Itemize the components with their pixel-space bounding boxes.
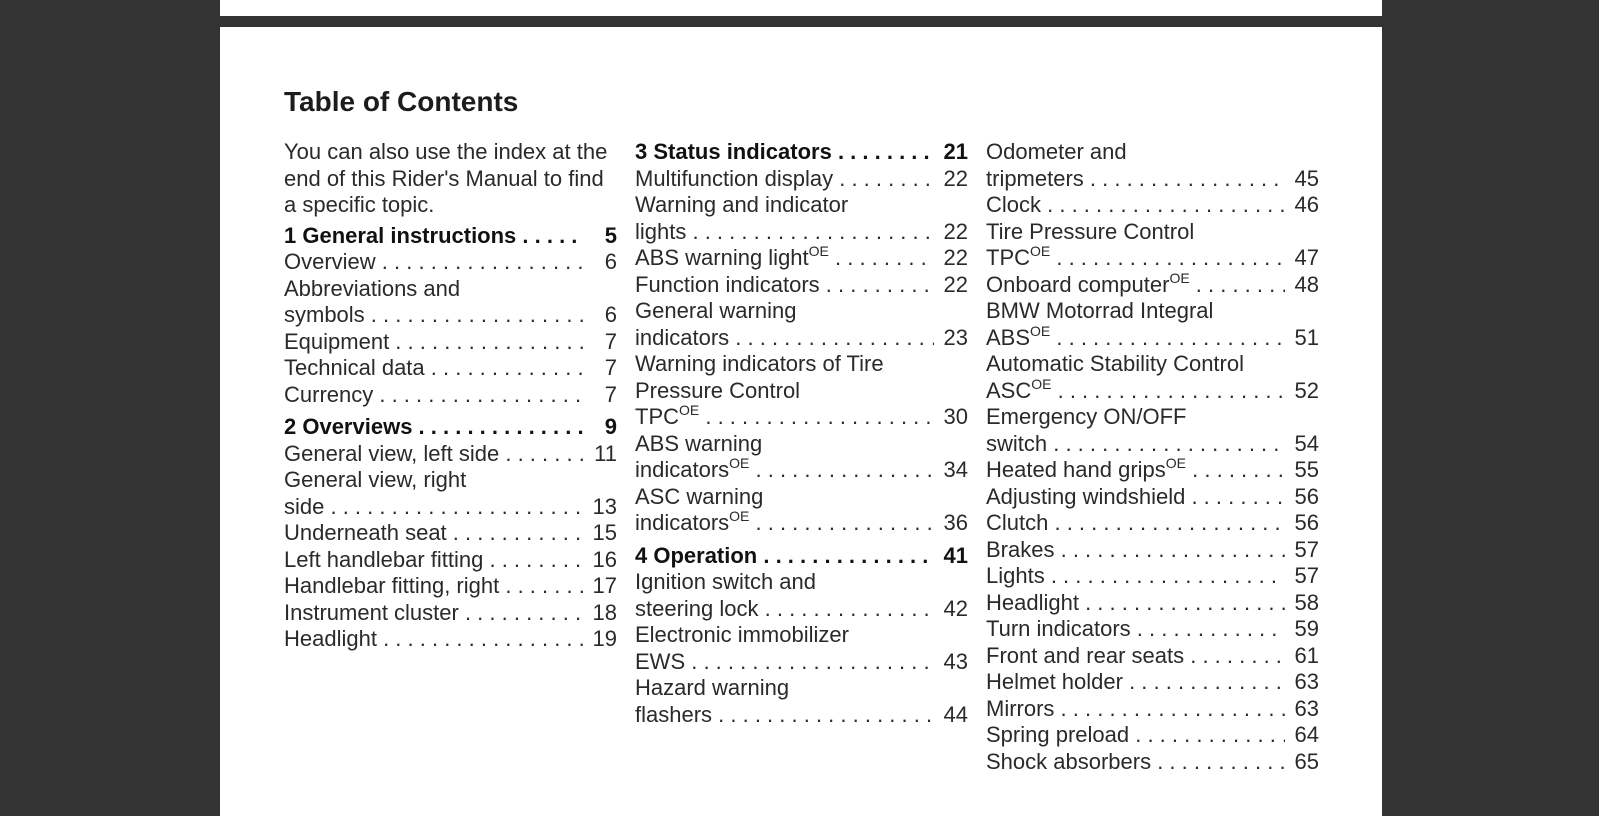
toc-entry-hazard-flashers[interactable]: Hazard warning flashers . . . 44 [635,675,968,728]
toc-entry-general-view-left[interactable]: General view, left side . . . 11 [284,441,617,468]
toc-entry-general-view-right[interactable]: General view, right side . . . 13 [284,467,617,520]
toc-entry-odometer[interactable]: Odometer and tripmeters . . . 45 [986,139,1319,192]
toc-entry-technical-data[interactable]: Technical data . . . 7 [284,355,617,382]
toc-entry-left-handlebar[interactable]: Left handlebar fitting . . . 16 [284,547,617,574]
toc-entry-function-indicators[interactable]: Function indicators . . . 22 [635,272,968,299]
toc-entry-equipment[interactable]: Equipment . . . 7 [284,329,617,356]
toc-entry-ignition-switch[interactable]: Ignition switch and steering lock . . . 42 [635,569,968,622]
toc-entry-asc-warning-indicators[interactable]: ASC warning indicators$^{OE}$ . . . 36 [635,484,968,537]
toc-column-2 [635,139,968,728]
toc-column-1 [284,139,617,653]
toc-entry-lights[interactable]: Lights . . . 57 [986,563,1319,590]
toc-entry-stability-control[interactable]: Automatic Stability Control $ASC^{OE}$ . . . 52 [986,351,1319,404]
toc-entry-spring-preload[interactable]: Spring preload . . . 64 [986,722,1319,749]
toc-entry-helmet-holder[interactable]: Helmet holder . . . 63 [986,669,1319,696]
toc-entry-overview[interactable]: Overview . . . 6 [284,249,617,276]
intro-text: You can also use the index at the end of this Rider's Manual to find a specific topic. [284,139,608,217]
toc-entry-mirrors[interactable]: Mirrors . . . 63 [986,696,1319,723]
toc-chapter-general-instructions[interactable]: 1 General instructions . . . 5 [284,223,617,250]
toc-entry-clutch[interactable]: Clutch . . . 56 [986,510,1319,537]
toc-entry-tire-pressure-control[interactable]: Tire Pressure Control $TPC^{OE}$ . . . 47 [986,219,1319,272]
toc-chapter-overviews[interactable]: 2 Overviews . . . 9 [284,414,617,441]
toc-entry-windshield[interactable]: Adjusting windshield . . . 56 [986,484,1319,511]
toc-column-3 [986,139,1319,775]
toc-entry-general-warning-indicators[interactable]: General warning indicators . . . 23 [635,298,968,351]
toc-entry-tpc-warning-indicators[interactable]: Warning indicators of Tire Pressure Control $TPC^{OE}$ . . . 30 [635,351,968,431]
toc-entry-integral-abs[interactable]: BMW Motorrad Integral $ABS^{OE}$ . . . 51 [986,298,1319,351]
toc-entry-heated-grips[interactable]: Heated hand grips$^{OE}$ . . . 55 [986,457,1319,484]
toc-chapter-operation[interactable]: 4 Operation . . . 41 [635,543,968,570]
toc-entry-headlight-op[interactable]: Headlight . . . 58 [986,590,1319,617]
toc-entry-headlight[interactable]: Headlight . . . 19 [284,626,617,653]
toc-entry-instrument-cluster[interactable]: Instrument cluster . . . 18 [284,600,617,627]
toc-entry-onboard-computer[interactable]: Onboard computer$^{OE}$ . . . 48 [986,272,1319,299]
toc-entry-clock[interactable]: Clock . . . 46 [986,192,1319,219]
toc-entry-abs-warning-light[interactable]: ABS warning light$^{OE}$ . . . 22 [635,245,968,272]
toc-entry-abbreviations[interactable]: Abbreviations and symbols . . . 6 [284,276,617,329]
toc-entry-immobilizer[interactable]: Electronic immobilizer EWS . . . 43 [635,622,968,675]
document-page [220,27,1382,816]
toc-chapter-status-indicators[interactable]: 3 Status indicators . . . 21 [635,139,968,166]
toc-entry-warning-indicator-lights[interactable]: Warning and indicator lights . . . 22 [635,192,968,245]
toc-entry-emergency-switch[interactable]: Emergency ON/OFF switch . . . 54 [986,404,1319,457]
toc-entry-turn-indicators[interactable]: Turn indicators . . . 59 [986,616,1319,643]
toc-entry-seats[interactable]: Front and rear seats . . . 61 [986,643,1319,670]
toc-entry-shock-absorbers[interactable]: Shock absorbers . . . 65 [986,749,1319,776]
toc-entry-currency[interactable]: Currency . . . 7 [284,382,617,409]
toc-entry-multifunction-display[interactable]: Multifunction display . . . 22 [635,166,968,193]
toc-entry-brakes[interactable]: Brakes . . . 57 [986,537,1319,564]
previous-page-edge [220,0,1382,16]
page-title: Table of Contents [284,86,519,117]
toc-entry-underneath-seat[interactable]: Underneath seat . . . 15 [284,520,617,547]
toc-entry-abs-warning-indicators[interactable]: ABS warning indicators$^{OE}$ . . . 34 [635,431,968,484]
toc-entry-handlebar-right[interactable]: Handlebar fitting, right . . . 17 [284,573,617,600]
